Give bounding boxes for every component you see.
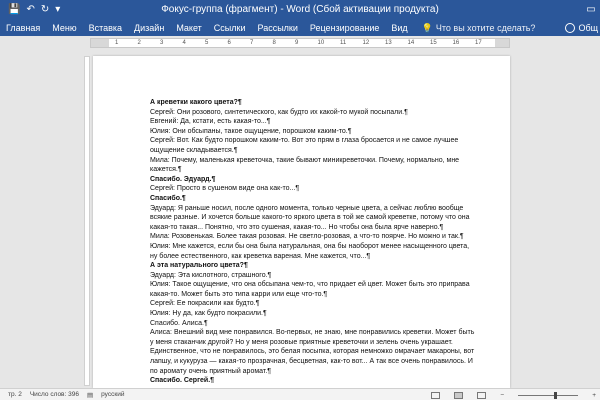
zoom-in-icon[interactable]: + [592,391,596,399]
document-paragraph[interactable]: Евгений: Да, кстати, есть какая-то...¶ [150,118,271,126]
ruler-number: 6 [227,40,231,46]
ruler-number: 9 [295,40,299,46]
document-body[interactable] [150,98,476,386]
proofing-icon[interactable]: ▤ [86,391,94,399]
ruler-number: 3 [160,40,164,46]
ruler-number: 17 [475,40,482,46]
page-indicator[interactable]: тр. 2 [8,391,22,398]
lightbulb-icon: 💡 [421,22,433,33]
tab-insert[interactable]: Вставка [88,23,123,33]
ribbon-tabs [0,20,600,36]
ruler-number: 12 [362,40,370,46]
ruler-number: 10 [317,40,325,46]
view-controls [423,389,596,400]
document-heading[interactable]: Спасибо.¶ [150,194,186,202]
redo-icon[interactable]: ↻ [40,4,50,15]
tab-design[interactable]: Дизайн [134,23,165,33]
save-icon[interactable]: 💾 [8,4,21,15]
print-layout-icon[interactable] [454,392,463,399]
tell-me-box[interactable] [414,23,536,34]
word-count[interactable]: Число слов: 396 [29,391,79,398]
document-paragraph[interactable]: Эдуард: Я раньше носил, после одного момента, только черные цвета, а сейчас люблю вообще всякие разные. И хочется больше какого-то яркого цвета в той же самой креветке, потому что она какая-то такая... Понятно, что это сушеная, какая-то... Но чтобы она была ярче наверно.¶ [150,204,470,231]
user-icon [565,23,575,33]
vertical-scrollbar[interactable] [592,50,600,388]
tab-references[interactable]: Ссылки [213,23,246,33]
document-paragraph[interactable]: Мила: Розовенькая. Более такая розовая. Не светло-розовая, а что-то поярче. Но можно и так.¶ [150,233,464,241]
ribbon-display-icon[interactable]: ▭ [586,4,596,15]
document-paragraph[interactable]: Эдуард: Эта кислотного, страшного.¶ [150,271,272,279]
ruler-number: 4 [182,40,186,46]
tab-menu[interactable]: Меню [52,23,77,33]
status-bar [0,388,600,400]
ruler-number: 5 [205,40,209,46]
tab-layout[interactable]: Макет [176,23,202,33]
horizontal-ruler[interactable] [90,38,510,48]
ruler-number: 1 [115,40,119,46]
language[interactable]: русский [101,391,125,398]
web-layout-icon[interactable] [477,392,486,399]
document-paragraph[interactable]: Сергей: Ее покрасили как будто.¶ [150,300,260,308]
share-button[interactable] [565,20,598,36]
zoom-slider[interactable] [518,395,578,396]
ruler-number: 7 [250,40,254,46]
ruler-number: 2 [137,40,141,46]
tab-mailings[interactable]: Рассылки [257,23,298,33]
document-paragraph[interactable]: Сергей: Просто в сушеном виде она как-то...¶ [150,185,300,193]
document-paragraph[interactable]: Мила: Почему, маленькая креветочка, такие бывают миникреветочки. Почему, нормально, мне кажется.¶ [150,156,460,174]
read-mode-icon[interactable] [431,392,440,399]
ruler-left-margin [91,39,109,47]
document-paragraph[interactable]: Юлия: Мне кажется, если бы она была натуральная, она бы наоборот менее насыщенного цвета, ну более естественного, как креветка вареная. Мне кажется, что...¶ [150,242,470,260]
undo-icon[interactable]: ↶ [26,4,35,15]
ruler-number: 11 [340,40,347,46]
ruler-right-margin [495,39,509,47]
share-label: Общ [578,23,598,33]
quick-access-toolbar [0,4,170,16]
document-paragraph[interactable]: Юлия: Ну да, как будто покрасили.¶ [150,310,267,318]
document-heading[interactable]: А эта натурального цвета?¶ [150,262,248,270]
ruler-number: 16 [452,40,460,46]
document-paragraph[interactable]: Юлия: Они обсыпаны, такое ощущение, порошком каким-то.¶ [150,127,352,135]
zoom-thumb[interactable] [554,392,557,399]
ruler-number: 15 [430,40,437,46]
ruler-number: 8 [272,40,276,46]
tab-home[interactable]: Главная [6,23,41,33]
zoom-out-icon[interactable]: − [500,391,505,399]
ruler-area [0,36,600,50]
title-bar [0,0,600,20]
document-paragraph[interactable]: Сергей: Они розового, синтетического, как будто их какой-то мукой посыпали.¶ [150,108,408,116]
document-paragraph[interactable]: Спасибо. Алиса.¶ [150,319,208,327]
document-paragraph[interactable]: Сергей: Вот. Как будто порошком каким-то. Вот это прям в глаза бросается и не самое лучшее ощущение складывается.¶ [150,137,459,154]
tell-me-text: Что вы хотите сделать? [435,23,536,33]
document-page[interactable] [93,56,510,388]
tab-review[interactable]: Рецензирование [309,23,380,33]
document-heading[interactable]: А креветки какого цвета?¶ [150,99,242,106]
document-heading[interactable]: Спасибо. Сергей.¶ [150,377,215,385]
window-title: Фокус-группа (фрагмент) - Word (Сбой активации продукта) [161,4,439,15]
document-heading[interactable]: Спасибо. Эдуард.¶ [150,175,216,183]
tab-view[interactable]: Вид [391,23,408,33]
document-paragraph[interactable]: Алиса: Внешний вид мне понравился. Во-первых, не знаю, мне понравились креветки. Может быть у меня стаканчик другой? Но у меня розовые приятные креветочки и зелень очень украшает. Единственное, что не понравилось, это белая посыпка, которая немножко омрачает макароны, вот лапшу, и кукуруза — какая-то прозрачная, бесцветная, как-то вот... А так все очень понравилось. И по аромату очень приятный аромат.¶ [150,329,475,375]
vertical-ruler[interactable] [84,56,90,386]
ruler-number: 13 [385,40,392,46]
window-controls [582,0,600,20]
customize-icon[interactable]: ▾ [55,4,61,15]
ruler-number: 14 [407,40,415,46]
document-paragraph[interactable]: Юлия: Такое ощущение, что она обсыпана чем-то, что придает ей цвет. Может быть это приправа какая-то. Может быть это типа карри или еще что-то.¶ [150,281,470,298]
